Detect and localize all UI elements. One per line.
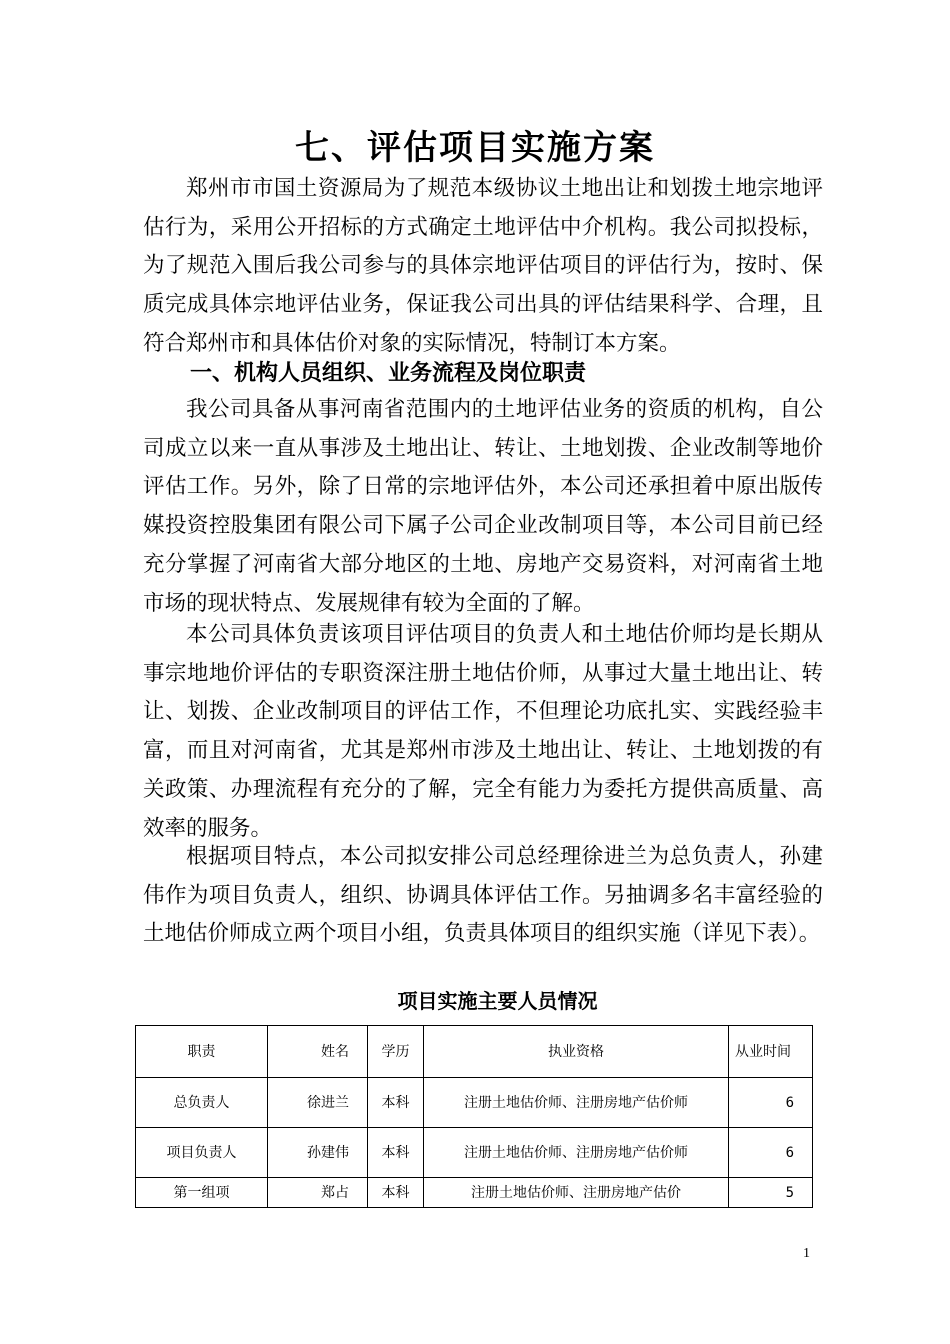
- document-title: 七、评估项目实施方案: [295, 128, 655, 168]
- header-role: 职责: [136, 1026, 268, 1078]
- cell-name: 郑占: [268, 1178, 368, 1208]
- body-paragraph-3: 根据项目特点，本公司拟安排公司总经理徐进兰为总负责人，孙建伟作为项目负责人，组织、协调具体评估工作。另抽调多名丰富经验的土地估价师成立两个项目小组，负责具体项目的组织实施（详见下表）。: [143, 844, 823, 947]
- cell-role: 项目负责人: [136, 1128, 268, 1178]
- page-number: 1: [803, 1246, 810, 1261]
- body-paragraph-2: 本公司具体负责该项目评估项目的负责人和土地估价师均是长期从事宗地地价评估的专职资深注册土地估价师，从事过大量土地出让、转让、划拨、企业改制项目的评估工作，不但理论功底扎实、实践经验丰富，而且对河南省，尤其是郑州市涉及土地出让、转让、土地划拨的有关政策、办理流程有充分的了解，完全有能力为委托方提供高质量、高效率的服务。: [143, 622, 823, 841]
- cell-qualification: 注册土地估价师、注册房地产估价: [424, 1178, 729, 1208]
- header-name: 姓名: [268, 1026, 368, 1078]
- cell-role: 第一组项: [136, 1178, 268, 1208]
- cell-education: 本科: [368, 1128, 424, 1178]
- table-caption: 项目实施主要人员情况: [397, 989, 598, 1013]
- cell-qualification: 注册土地估价师、注册房地产估价师: [424, 1078, 729, 1128]
- header-qualification: 执业资格: [424, 1026, 729, 1078]
- table-row: [136, 1078, 813, 1128]
- cell-years: 6: [729, 1078, 813, 1128]
- cell-role: 总负责人: [136, 1078, 268, 1128]
- section-heading: 一、机构人员组织、业务流程及岗位职责: [190, 360, 587, 386]
- cell-name: 孙建伟: [268, 1128, 368, 1178]
- staff-table: [135, 1025, 813, 1208]
- cell-qualification: 注册土地估价师、注册房地产估价师: [424, 1128, 729, 1178]
- intro-paragraph: 郑州市市国土资源局为了规范本级协议土地出让和划拨土地宗地评估行为，采用公开招标的方式确定土地评估中介机构。我公司拟投标，为了规范入围后我公司参与的具体宗地评估项目的评估行为，按时、保质完成具体宗地评估业务，保证我公司出具的评估结果科学、合理，且符合郑州市和具体估价对象的实际情况，特制订本方案。: [143, 176, 823, 356]
- table-header-row: [136, 1026, 813, 1078]
- table-row: [136, 1128, 813, 1178]
- cell-name: 徐进兰: [268, 1078, 368, 1128]
- cell-education: 本科: [368, 1178, 424, 1208]
- header-years: 从业时间: [729, 1026, 813, 1078]
- cell-education: 本科: [368, 1078, 424, 1128]
- body-paragraph-1: 我公司具备从事河南省范围内的土地评估业务的资质的机构，自公司成立以来一直从事涉及土地出让、转让、土地划拨、企业改制等地价评估工作。另外，除了日常的宗地评估外，本公司还承担着中原出版传媒投资控股集团有限公司下属子公司企业改制项目等，本公司目前已经充分掌握了河南省大部分地区的土地、房地产交易资料，对河南省土地市场的现状特点、发展规律有较为全面的了解。: [143, 397, 823, 616]
- header-education: 学历: [368, 1026, 424, 1078]
- cell-years: 5: [729, 1178, 813, 1208]
- table-row: [136, 1178, 813, 1208]
- cell-years: 6: [729, 1128, 813, 1178]
